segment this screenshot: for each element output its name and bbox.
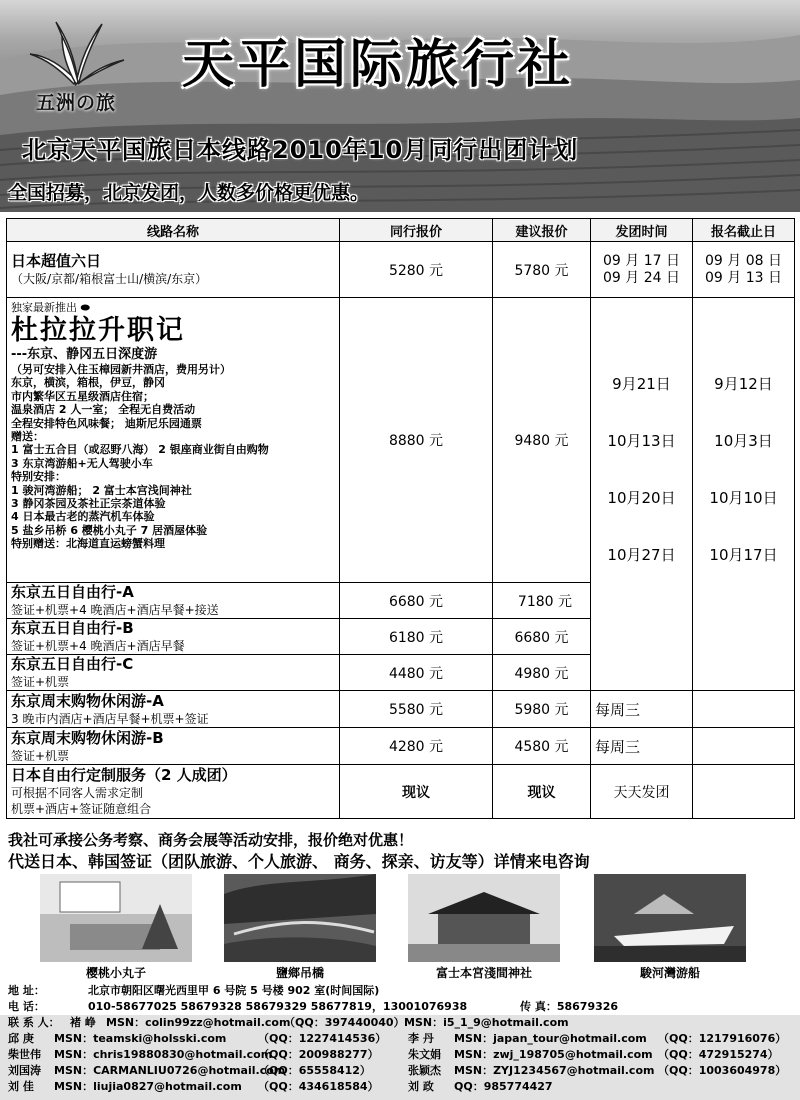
table-row bbox=[7, 242, 795, 298]
suggested-price: 6680 元 bbox=[493, 619, 591, 655]
tea-cup-icon: ⬬ bbox=[80, 301, 90, 314]
contact-name: 刘 佳 bbox=[8, 1080, 34, 1093]
contact-qq: （QQ：1003604978） bbox=[658, 1064, 787, 1077]
photo-caption: 富士本宮淺間神社 bbox=[435, 966, 532, 980]
departure-date: 10月13日 bbox=[607, 432, 676, 450]
contact-name: 张颖杰 bbox=[408, 1064, 441, 1077]
photo-shrine bbox=[408, 874, 560, 962]
custom-service-row bbox=[7, 765, 795, 819]
header-banner bbox=[0, 0, 800, 212]
route-desc: 可根据不同客人需求定制 bbox=[11, 786, 144, 800]
trade-price: 6680 元 bbox=[340, 583, 493, 619]
route-desc: 签证+机票+4 晚酒店+酒店早餐 bbox=[11, 639, 185, 653]
photo-room bbox=[40, 874, 192, 962]
contact-name: 朱文娟 bbox=[408, 1048, 441, 1061]
featured-subtitle: ---东京、静冈五日深度游 bbox=[11, 347, 158, 362]
contact-qq: （QQ：200988277） bbox=[258, 1048, 379, 1061]
suggested-price: 4580 元 bbox=[493, 728, 591, 765]
slogan: 全国招募，北京发团，人数多价格更优惠。 bbox=[8, 182, 370, 204]
contact-msn: MSN：chris19880830@hotmail.com bbox=[54, 1048, 273, 1061]
featured-tag: 独家最新推出 ⬬ bbox=[11, 301, 90, 314]
contact-qq: （QQ：65558412） bbox=[258, 1064, 371, 1077]
address-row bbox=[8, 983, 798, 999]
suggested-price: 5980 元 bbox=[493, 691, 591, 728]
contact-msn: MSN：teamski@holsski.com bbox=[54, 1032, 227, 1045]
contact-msn: MSN：ZYJ1234567@hotmail.com bbox=[454, 1064, 655, 1077]
featured-line: 5 盐乡吊桥 6 樱桃小丸子 7 居酒屋体验 bbox=[11, 523, 208, 537]
contact-qq: （QQ：434618584） bbox=[258, 1080, 379, 1093]
logo bbox=[16, 14, 136, 124]
contact-msn: MSN：i5_1_9@hotmail.com bbox=[404, 1016, 569, 1029]
featured-route-cell bbox=[7, 298, 340, 583]
deadline-date: 10月17日 bbox=[709, 546, 778, 564]
featured-line: 1 骏河湾游船； 2 富士本宫浅间神社 bbox=[11, 483, 192, 497]
contact-name: 褚 峥 bbox=[70, 1016, 96, 1029]
contact-name: 邱 庚 bbox=[8, 1032, 34, 1045]
suggested-price: 7180 元 bbox=[493, 583, 591, 619]
route-desc: 签证+机票+4 晚酒店+酒店早餐+接送 bbox=[11, 603, 219, 617]
trade-price: 8880 元 bbox=[340, 298, 493, 583]
photo-ship bbox=[594, 874, 746, 962]
phone-label: 电 话： bbox=[8, 1000, 45, 1013]
departure-dates bbox=[591, 242, 693, 298]
table-header-row bbox=[7, 219, 795, 242]
trade-price: 5580 元 bbox=[340, 691, 493, 728]
featured-line: 温泉酒店 2 人一室； 全程无自费活动 bbox=[11, 403, 196, 417]
deadline-dates bbox=[693, 242, 795, 298]
suggested-price: 5780 元 bbox=[493, 242, 591, 298]
featured-departures bbox=[591, 298, 693, 691]
deadline-date: 9月12日 bbox=[714, 375, 773, 393]
route-desc: （大阪/京都/箱根富士山/横滨/东京） bbox=[11, 272, 208, 286]
company-name: 天平国际旅行社 bbox=[182, 35, 575, 95]
contact-row bbox=[8, 1031, 798, 1047]
trade-price: 现议 bbox=[340, 765, 493, 819]
route-name: 东京五日自由行-B bbox=[11, 619, 134, 637]
contact-row bbox=[8, 1047, 798, 1063]
person-label: 联 系 人： bbox=[8, 1016, 60, 1029]
featured-line: 3 东京湾游船+无人驾驶小车 bbox=[11, 456, 153, 470]
contact-msn: MSN：liujia0827@hotmail.com bbox=[54, 1080, 242, 1093]
photo-bridge bbox=[224, 874, 376, 962]
departure-date: 9月21日 bbox=[612, 375, 671, 393]
deadline-date: 09 月 08 日 bbox=[705, 252, 782, 269]
route-desc: 机票+酒店+签证随意组合 bbox=[11, 802, 152, 816]
deadline-empty bbox=[693, 728, 795, 765]
departure-date: 09 月 24 日 bbox=[603, 269, 680, 286]
column-header: 线路名称 bbox=[7, 219, 340, 242]
contact-name: 刘国涛 bbox=[8, 1064, 41, 1077]
phone-row bbox=[8, 999, 798, 1015]
contact-msn: MSN：zwj_198705@hotmail.com bbox=[454, 1048, 653, 1061]
featured-line: 东京，横滨，箱根，伊豆，静冈 bbox=[11, 376, 165, 390]
column-header: 建议报价 bbox=[493, 219, 591, 242]
contact-qq: （QQ：397440040） bbox=[284, 1016, 405, 1029]
photo-caption: 鹽鄉吊橋 bbox=[275, 966, 324, 980]
suggested-price: 9480 元 bbox=[493, 298, 591, 583]
notes bbox=[8, 830, 798, 873]
route-cell bbox=[7, 691, 340, 728]
note-line: 代送日本、韩国签证（团队旅游、个人旅游、 商务、探亲、访友等）详情来电咨询 bbox=[8, 852, 590, 871]
deadline-date: 10月10日 bbox=[709, 489, 778, 507]
departure-weekday: 每周三 bbox=[591, 728, 693, 765]
route-name: 日本超值六日 bbox=[11, 252, 102, 270]
photo-caption: 駿河灣游船 bbox=[639, 966, 700, 980]
contact-name: 柴世伟 bbox=[8, 1048, 41, 1061]
route-name: 日本自由行定制服务（2 人成团） bbox=[11, 766, 237, 784]
contact-msn: MSN：CARMANLIU0726@hotmail.com bbox=[54, 1064, 286, 1077]
trade-price: 4280 元 bbox=[340, 728, 493, 765]
fax: 传 真：58679326 bbox=[520, 1000, 619, 1013]
trade-price: 6180 元 bbox=[340, 619, 493, 655]
route-cell bbox=[7, 242, 340, 298]
column-header: 发团时间 bbox=[591, 219, 693, 242]
deadline-date: 10月3日 bbox=[714, 432, 773, 450]
featured-deadlines bbox=[693, 298, 795, 691]
departure-date: 10月20日 bbox=[607, 489, 676, 507]
departure-frequency: 天天发团 bbox=[591, 765, 693, 819]
featured-line: 1 富士五合目（或忍野八海） 2 银座商业街自由购物 bbox=[11, 443, 269, 457]
contact-qq: （QQ：1227414536） bbox=[258, 1032, 387, 1045]
featured-line: 3 静冈茶园及茶社正宗茶道体验 bbox=[11, 497, 166, 511]
suggested-price: 现议 bbox=[493, 765, 591, 819]
contact-msn: QQ：985774427 bbox=[454, 1080, 553, 1093]
contact-block bbox=[8, 983, 798, 1095]
departure-weekday: 每周三 bbox=[591, 691, 693, 728]
leaf-logo-icon bbox=[16, 14, 136, 90]
phones: 010-58677025 58679328 58679329 58677819，13001076938 bbox=[88, 1000, 468, 1013]
address: 北京市朝阳区曙光西里甲 6 号院 5 号楼 902 室(时间国际) bbox=[88, 984, 380, 997]
trade-price: 4480 元 bbox=[340, 655, 493, 691]
route-name: 东京五日自由行-C bbox=[11, 655, 134, 673]
route-desc: 签证+机票 bbox=[11, 748, 70, 763]
featured-line: 特别赠送：北海道直运螃蟹料理 bbox=[11, 537, 165, 551]
route-cell bbox=[7, 765, 340, 819]
featured-line: 赠送： bbox=[11, 430, 44, 444]
page-subtitle: 北京天平国旅日本线路2010年10月同行出团计划 bbox=[22, 136, 579, 164]
column-header: 同行报价 bbox=[340, 219, 493, 242]
route-cell bbox=[7, 619, 340, 655]
table-row bbox=[7, 691, 795, 728]
contact-row bbox=[8, 1015, 798, 1031]
contact-qq: （QQ：1217916076） bbox=[658, 1032, 787, 1045]
featured-line: 市内繁华区五星级酒店住宿； bbox=[11, 389, 154, 403]
featured-line: （另可安排入住玉樟园新井酒店，费用另计） bbox=[11, 363, 231, 376]
deadline-empty bbox=[693, 765, 795, 819]
note-line: 我社可承接公务考察、商务会展等活动安排，报价绝对优惠！ bbox=[8, 831, 414, 849]
contact-row bbox=[8, 1079, 798, 1095]
featured-line: 全程安排特色风味餐； 迪斯尼乐园通票 bbox=[11, 416, 202, 430]
table-row bbox=[7, 728, 795, 765]
suggested-price: 4980 元 bbox=[493, 655, 591, 691]
column-header: 报名截止日 bbox=[693, 219, 795, 242]
address-label: 地 址： bbox=[8, 984, 45, 997]
featured-row bbox=[7, 298, 795, 583]
deadline-date: 09 月 13 日 bbox=[705, 269, 782, 286]
route-name: 东京周末购物休闲游-B bbox=[11, 728, 164, 747]
featured-line: 4 日本最古老的蒸汽机车体验 bbox=[11, 510, 155, 524]
photo-strip bbox=[0, 874, 800, 984]
photo-caption: 樱桃小丸子 bbox=[85, 966, 146, 980]
contact-msn: MSN：japan_tour@hotmail.com bbox=[454, 1032, 647, 1045]
featured-line: 特别安排： bbox=[11, 470, 66, 484]
route-desc: 3 晚市内酒店+酒店早餐+机票+签证 bbox=[11, 711, 209, 726]
contact-row bbox=[8, 1063, 798, 1079]
featured-title: 杜拉拉升职记 bbox=[11, 315, 185, 346]
route-desc: 签证+机票 bbox=[11, 675, 70, 689]
trade-price: 5280 元 bbox=[340, 242, 493, 298]
route-cell bbox=[7, 655, 340, 691]
route-name: 东京五日自由行-A bbox=[11, 583, 134, 601]
logo-text: 五洲の旅 bbox=[35, 92, 116, 114]
contact-msn: MSN：colin99zz@hotmail.com bbox=[106, 1016, 291, 1029]
route-name: 东京周末购物休闲游-A bbox=[11, 691, 164, 710]
contact-name: 刘 政 bbox=[408, 1080, 434, 1093]
contact-qq: （QQ：472915274） bbox=[658, 1048, 779, 1061]
route-cell bbox=[7, 583, 340, 619]
departure-date: 09 月 17 日 bbox=[603, 252, 680, 269]
route-cell bbox=[7, 728, 340, 765]
deadline-empty bbox=[693, 691, 795, 728]
departure-date: 10月27日 bbox=[607, 546, 676, 564]
contact-name: 李 丹 bbox=[408, 1032, 434, 1045]
itinerary-table bbox=[6, 218, 795, 819]
